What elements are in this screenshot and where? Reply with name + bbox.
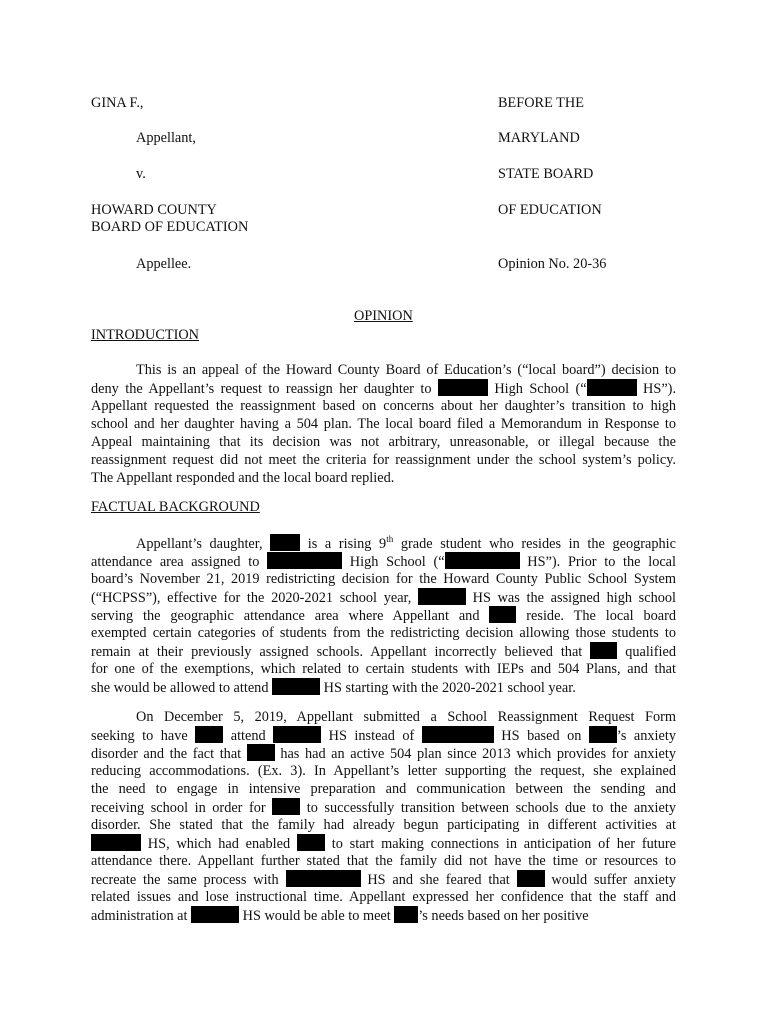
fact2-line [91,798,676,816]
text-run: would suffer anxiety [544,872,676,888]
text-run: seeking to have [91,728,196,744]
fact1-line [91,660,676,678]
text-run: The Appellant responded and the local board replied. [91,470,395,486]
redaction-bar [195,726,223,743]
text-run: reassignment request did not meet the criteria for reassignment under the school system’s policy. [91,452,676,468]
caption-appellee-name-line2: BOARD OF EDUCATION [91,219,249,235]
text-run: to successfully transition between schools due to the anxiety [300,800,676,816]
text-run: disorder. She stated that the family had already begun participating in different activities at [91,817,676,833]
redaction-bar [394,906,418,923]
fact2-line [91,744,676,762]
text-run: ’s anxiety [616,728,676,744]
text-run: This is an appeal of the Howard County Board of Education’s (“local board”) decision to [136,362,676,378]
intro-line [91,415,676,433]
intro-line [91,451,676,469]
redaction-bar [422,726,494,743]
text-run: related issues and lose instructional time. Appellant expressed her confidence that the staff and [91,889,676,905]
text-run: is a rising 9 [300,536,387,552]
fact2-line [91,780,676,798]
text-run: ’s needs based on her positive [418,908,589,924]
text-run: board’s November 21, 2019 redistricting decision for the Howard County Public School System [91,571,676,587]
text-run: exempted certain categories of students from the redistricting decision allowing those students to [91,625,676,641]
text-run: (“HCPSS”), effective for the 2020-2021 school year, [91,590,418,606]
text-run: High School (“ [342,554,445,570]
fact1-line [91,552,676,570]
caption-versus: v. [136,166,146,182]
redaction-bar [267,552,342,569]
intro-line [91,379,676,397]
text-run: Appeal maintaining that its decision was not arbitrary, unreasonable, or illegal because the [91,434,676,450]
caption-forum-line3: STATE BOARD [498,166,594,182]
text-run: On December 5, 2019, Appellant submitted a School Reassignment Request Form [136,709,676,725]
section-heading-factual-background: FACTUAL BACKGROUND [91,499,260,515]
fact2-line [91,834,676,852]
fact1-line [91,624,676,642]
caption-forum-line2: MARYLAND [498,130,580,146]
text-run: she would be allowed to attend [91,680,273,696]
text-run: HS would be able to meet [239,908,395,924]
caption-appellee-name-line1: HOWARD COUNTY [91,202,217,218]
fact2-line [91,870,676,888]
redaction-bar [273,726,321,743]
text-run: has had an active 504 plan since 2013 which provides for anxiety [274,746,676,762]
text-run: recreate the same process with [91,872,286,888]
redaction-bar [587,379,637,396]
fact1-line [91,606,676,624]
text-run: for one of the exemptions, which related to certain students with IEPs and 504 Plans, and that [91,661,676,677]
text-run: HS, which had enabled [141,836,297,852]
caption-appellee-role: Appellee. [136,256,192,272]
text-run: attendance there. Appellant further stated that the family did not have the time or resources to [91,853,676,869]
fact2-line [91,888,676,906]
redaction-bar [489,606,516,623]
ordinal-superscript: th [386,534,394,545]
redaction-bar [286,870,361,887]
text-run: HS based on [493,728,589,744]
redaction-bar [445,552,520,569]
fact2-line [91,762,676,780]
text-run: school and her daughter having a 504 plan. The local board filed a Memorandum in Response to [91,416,676,432]
caption-appellant-role: Appellant, [136,130,196,146]
text-run: reducing accommodations. (Ex. 3). In Appellant’s letter supporting the request, she explained [91,763,676,779]
redaction-bar [297,834,325,851]
text-run: qualified [617,644,677,660]
redaction-bar [272,678,320,695]
intro-line [91,361,676,379]
fact1-line [91,642,676,660]
text-run: receiving school in order for [91,800,273,816]
redaction-bar [247,744,275,761]
text-run: HS instead of [321,728,422,744]
text-run: HS and she feared that [360,872,517,888]
text-run: attend [223,728,274,744]
text-run: HS”). [636,381,677,397]
fact1-line [91,534,676,552]
fact2-line [91,816,676,834]
redaction-bar [272,798,300,815]
intro-line [91,469,676,487]
text-run: administration at [91,908,192,924]
text-run: remain at their previously assigned schools. Appellant incorrectly believed that [91,644,591,660]
redaction-bar [191,906,239,923]
redaction-bar [270,534,300,551]
text-run: grade student who resides in the geographic [393,536,676,552]
text-run: to start making connections in anticipation of her future [324,836,676,852]
caption-appellant-name: GINA F., [91,95,144,111]
fact2-line [91,708,676,726]
text-run: High School (“ [487,381,587,397]
opinion-number: Opinion No. 20-36 [498,256,607,272]
fact2-line [91,726,676,744]
caption-forum-line4: OF EDUCATION [498,202,602,218]
text-run: HS was the assigned high school [465,590,676,606]
section-heading-introduction: INTRODUCTION [91,327,200,343]
caption-forum-line1: BEFORE THE [498,95,584,111]
text-run: deny the Appellant’s request to reassign her daughter to [91,381,438,397]
redaction-bar [438,379,488,396]
intro-line [91,433,676,451]
redaction-bar [91,834,141,851]
redaction-bar [590,642,617,659]
fact1-line [91,588,676,606]
fact2-line [91,852,676,870]
text-run: disorder and the fact that [91,746,247,762]
text-run: attendance area assigned to [91,554,268,570]
fact1-line [91,678,676,696]
redaction-bar [589,726,617,743]
opinion-heading: OPINION [354,308,413,324]
text-run: reside. The local board [516,608,677,624]
redaction-bar [517,870,545,887]
text-run: the need to engage in intensive preparation and communication between the sending and [91,781,676,797]
text-run: HS starting with the 2020-2021 school year. [320,680,576,696]
text-run: serving the geographic attendance area where Appellant and [91,608,490,624]
text-run: Appellant requested the reassignment based on concerns about her daughter’s transition to high [91,398,676,414]
intro-line [91,397,676,415]
fact2-line [91,906,676,924]
text-run: HS”). Prior to the local [519,554,677,570]
text-run: Appellant’s daughter, [136,536,271,552]
redaction-bar [418,588,466,605]
fact1-line [91,570,676,588]
